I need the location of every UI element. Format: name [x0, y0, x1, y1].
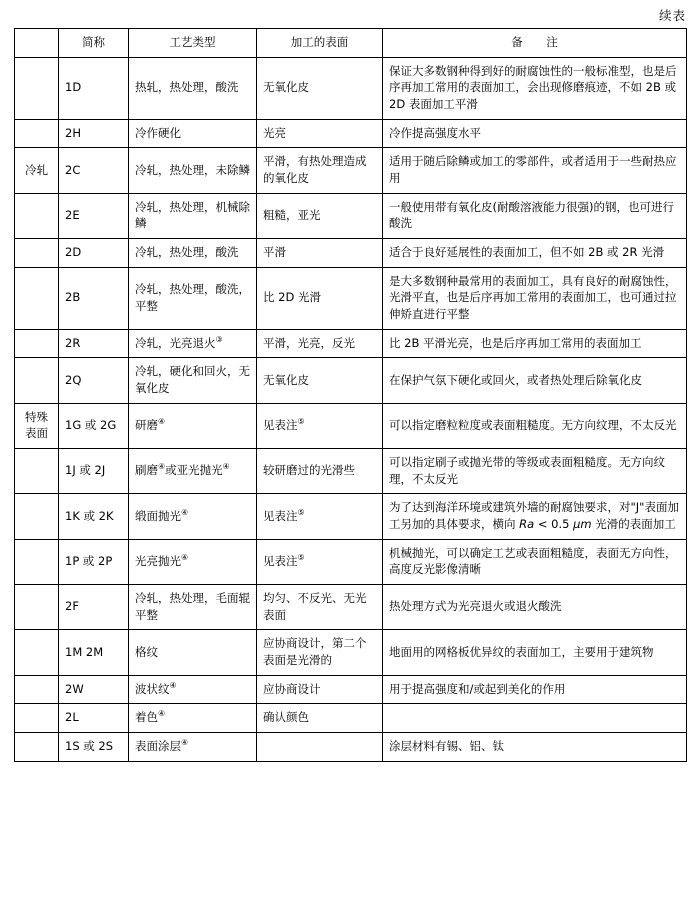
- cell-surface: 均匀、不反光、无光表面: [257, 585, 383, 630]
- cell-code: 2F: [59, 585, 129, 630]
- cell-surface: 应协商设计: [257, 675, 383, 704]
- col-header-process: 工艺类型: [129, 29, 257, 58]
- table-row: [15, 539, 687, 584]
- cell-code: 2R: [59, 329, 129, 358]
- table-row: [15, 675, 687, 704]
- cell-code: 1G 或 2G: [59, 403, 129, 448]
- cell-code: 1M 2M: [59, 630, 129, 675]
- cell-surface: 光亮: [257, 119, 383, 148]
- row-group-empty: [15, 358, 59, 403]
- cell-code: 1J 或 2J: [59, 449, 129, 494]
- cell-process: 冷轧，热处理，机械除鳞: [129, 193, 257, 238]
- col-header-group: [15, 29, 59, 58]
- cell-surface: 见表注⑤: [257, 539, 383, 584]
- col-header-code: 简称: [59, 29, 129, 58]
- cell-note: 在保护气氛下硬化或回火，或者热处理后除氧化皮: [383, 358, 687, 403]
- cell-code: 1K 或 2K: [59, 494, 129, 539]
- col-header-note: 备 注: [383, 29, 687, 58]
- cell-surface: 应协商设计，第二个表面是光滑的: [257, 630, 383, 675]
- row-group-empty: [15, 449, 59, 494]
- cell-surface: 无氧化皮: [257, 57, 383, 119]
- cell-process: 冷作硬化: [129, 119, 257, 148]
- cell-process: 热轧，热处理，酸洗: [129, 57, 257, 119]
- cell-process: 表面涂层④: [129, 733, 257, 762]
- row-group-label: 特殊表面: [15, 403, 59, 448]
- row-group-empty: [15, 267, 59, 329]
- cell-process: 冷轧，热处理，酸洗: [129, 239, 257, 268]
- cell-process: 波状纹④: [129, 675, 257, 704]
- cell-surface: [257, 733, 383, 762]
- cell-process: 缎面抛光④: [129, 494, 257, 539]
- cell-code: 2Q: [59, 358, 129, 403]
- cell-process: 冷轧，光亮退火③: [129, 329, 257, 358]
- cell-process: 研磨④: [129, 403, 257, 448]
- table-header-row: [15, 29, 687, 58]
- table-row: [15, 267, 687, 329]
- table-row: [15, 329, 687, 358]
- table-header: [15, 29, 687, 58]
- cell-note: 保证大多数钢种得到好的耐腐蚀性的一般标准型，也是后序再加工常用的表面加工，会出现修磨痕迹，不如 2B 或 2D 表面加工平滑: [383, 57, 687, 119]
- cell-process: 冷轧，热处理，酸洗，平整: [129, 267, 257, 329]
- cell-code: 2L: [59, 704, 129, 733]
- cell-code: 1S 或 2S: [59, 733, 129, 762]
- col-header-surface: 加工的表面: [257, 29, 383, 58]
- cell-note: 为了达到海洋环境或建筑外墙的耐腐蚀要求，对"J"表面加工另加的具体要求，横向 Ra < 0.5 μm 光滑的表面加工: [383, 494, 687, 539]
- table-row: [15, 704, 687, 733]
- cell-process: 冷轧，热处理，毛面辊平整: [129, 585, 257, 630]
- row-group-empty: [15, 119, 59, 148]
- cell-note: 机械抛光，可以确定工艺或表面粗糙度，表面无方向性，高度反光影像清晰: [383, 539, 687, 584]
- cell-surface: 无氧化皮: [257, 358, 383, 403]
- table-row: [15, 733, 687, 762]
- cell-process: 刷磨④或亚光抛光④: [129, 449, 257, 494]
- cell-code: 2D: [59, 239, 129, 268]
- row-group-empty: [15, 494, 59, 539]
- row-group-empty: [15, 733, 59, 762]
- cell-note: 可以指定刷子或抛光带的等级或表面粗糙度。无方向纹理，不太反光: [383, 449, 687, 494]
- table-row: [15, 494, 687, 539]
- table-row: [15, 403, 687, 448]
- table-row: [15, 239, 687, 268]
- continuation-label: 续表: [658, 8, 686, 23]
- cell-code: 2B: [59, 267, 129, 329]
- cell-surface: 见表注⑤: [257, 403, 383, 448]
- row-group-label: 冷轧: [15, 148, 59, 193]
- cell-surface: 平滑，光亮，反光: [257, 329, 383, 358]
- cell-note: 热处理方式为光亮退火或退火酸洗: [383, 585, 687, 630]
- row-group-empty: [15, 57, 59, 119]
- table-row: [15, 193, 687, 238]
- table-row: [15, 358, 687, 403]
- row-group-empty: [15, 239, 59, 268]
- row-group-empty: [15, 585, 59, 630]
- cell-surface: 较研磨过的光滑些: [257, 449, 383, 494]
- cell-note: 适用于随后除鳞或加工的零部件，或者适用于一些耐热应用: [383, 148, 687, 193]
- cell-process: 冷轧，硬化和回火，无氧化皮: [129, 358, 257, 403]
- cell-code: 2E: [59, 193, 129, 238]
- cell-note: 是大多数钢种最常用的表面加工，具有良好的耐腐蚀性，光滑平直，也是后序再加工常用的表面加工，也可通过拉伸矫直进行平整: [383, 267, 687, 329]
- cell-surface: 平滑，有热处理造成的氧化皮: [257, 148, 383, 193]
- table-row: [15, 57, 687, 119]
- cell-note: 用于提高强度和/或起到美化的作用: [383, 675, 687, 704]
- cell-note: 涂层材料有锡、铝、钛: [383, 733, 687, 762]
- cell-code: 2C: [59, 148, 129, 193]
- row-group-empty: [15, 630, 59, 675]
- cell-note: 可以指定磨粒粒度或表面粗糙度。无方向纹理，不太反光: [383, 403, 687, 448]
- cell-process: 着色④: [129, 704, 257, 733]
- cell-code: 2W: [59, 675, 129, 704]
- table-body: [15, 57, 687, 761]
- cell-note: 地面用的网格板优异纹的表面加工，主要用于建筑物: [383, 630, 687, 675]
- cell-surface: 粗糙，亚光: [257, 193, 383, 238]
- row-group-empty: [15, 329, 59, 358]
- table-row: [15, 449, 687, 494]
- cell-note: 一般使用带有氧化皮(耐酸溶液能力很强)的钢，也可进行酸洗: [383, 193, 687, 238]
- stainless-finish-table: [14, 28, 687, 762]
- table-row: [15, 630, 687, 675]
- cell-code: 1D: [59, 57, 129, 119]
- cell-process: 冷轧，热处理，未除鳞: [129, 148, 257, 193]
- cell-surface: 比 2D 光滑: [257, 267, 383, 329]
- cell-note: 比 2B 平滑光亮，也是后序再加工常用的表面加工: [383, 329, 687, 358]
- cell-surface: 见表注⑤: [257, 494, 383, 539]
- row-group-empty: [15, 675, 59, 704]
- row-group-empty: [15, 704, 59, 733]
- cell-surface: 平滑: [257, 239, 383, 268]
- cell-code: 1P 或 2P: [59, 539, 129, 584]
- table-row: [15, 148, 687, 193]
- row-group-empty: [15, 539, 59, 584]
- row-group-empty: [15, 193, 59, 238]
- cell-process: 光亮抛光④: [129, 539, 257, 584]
- table-row: [15, 585, 687, 630]
- cell-process: 格纹: [129, 630, 257, 675]
- cell-note: 适合于良好延展性的表面加工，但不如 2B 或 2R 光滑: [383, 239, 687, 268]
- cell-surface: 确认颜色: [257, 704, 383, 733]
- cell-note: 冷作提高强度水平: [383, 119, 687, 148]
- cell-note: [383, 704, 687, 733]
- cell-code: 2H: [59, 119, 129, 148]
- table-row: [15, 119, 687, 148]
